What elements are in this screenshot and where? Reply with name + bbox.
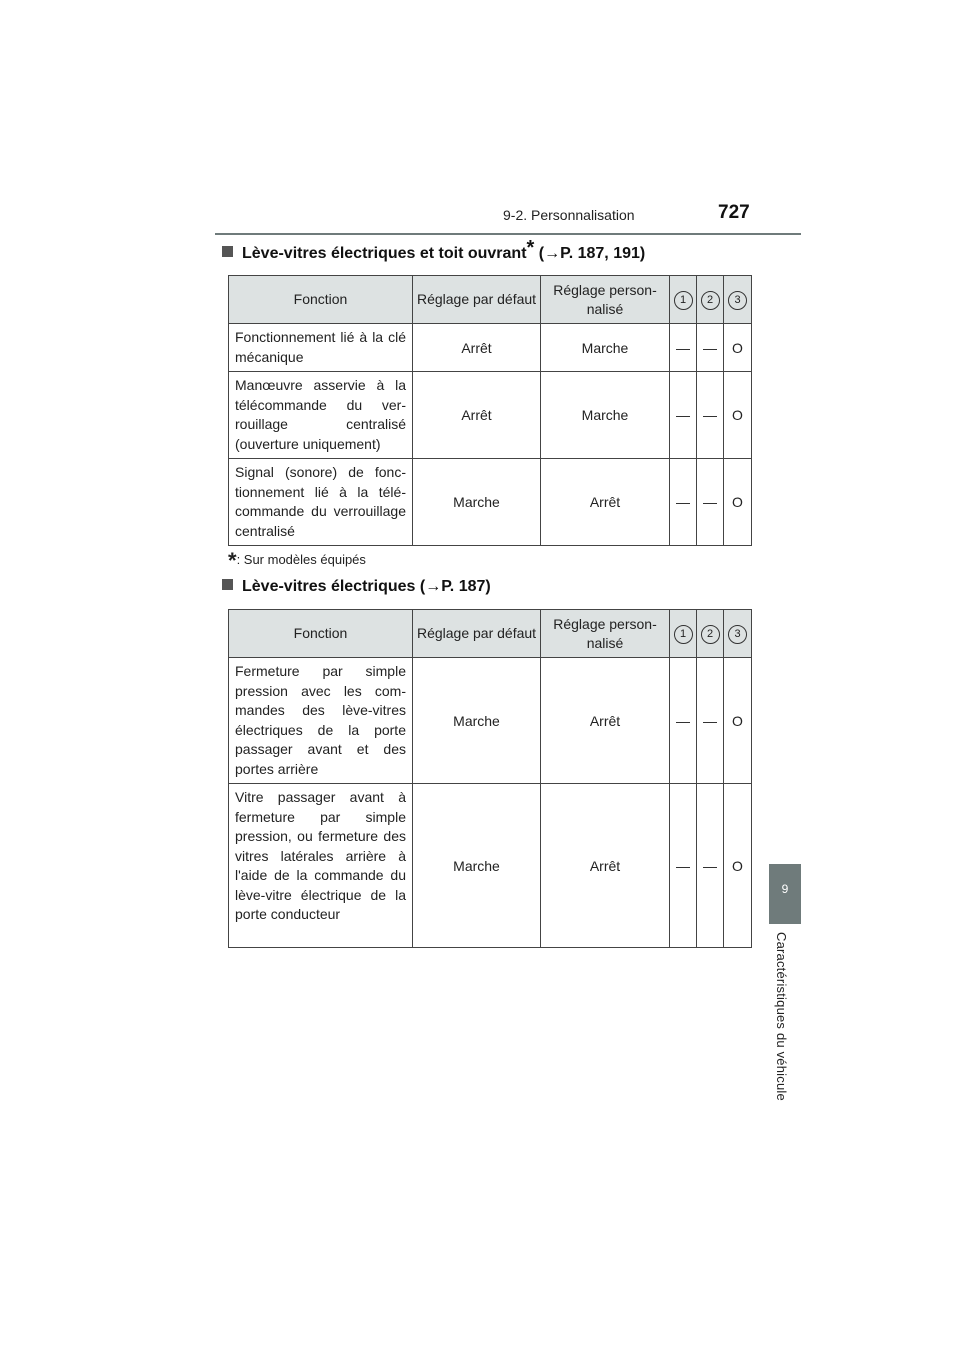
cell-perso: Marche [541,324,670,372]
cell-defaut: Marche [413,459,541,546]
cell-fonction: Vitre passager avant à fermeture par simple pression, ou fermeture des vitres latérales arrière à l'aide de la commande du lève-vitre électrique de la porte conducteur [229,784,413,948]
table-row [229,459,752,546]
cell-c3: O [724,784,752,948]
page-number: 727 [718,202,750,223]
section2-title: Lève-vitres électriques [242,578,416,595]
square-bullet-icon [222,579,233,590]
chapter-title: Caractéristiques du véhicule [774,932,789,1101]
footnote [228,548,366,574]
col-header-1 [670,610,697,658]
table-row [229,324,752,372]
footnote-asterisk: * [228,548,237,573]
circled-3-icon: 3 [728,625,747,644]
section1-heading [222,237,646,263]
cell-c3: O [724,372,752,459]
table-row [229,658,752,784]
table-row [229,372,752,459]
col-header-defaut: Réglage par défaut [413,276,541,324]
cell-perso: Arrêt [541,459,670,546]
cell-fonction: Signal (sonore) de fonc-tionnement lié à la télé-commande du verrouillage centralisé [229,459,413,546]
cell-c2: — [697,372,724,459]
circled-1-icon: 1 [674,291,693,310]
footnote-text: : Sur modèles équipés [236,552,366,567]
col-header-perso: Réglage person-nalisé [541,276,670,324]
cell-defaut: Marche [413,784,541,948]
circled-2-icon: 2 [701,625,720,644]
col-header-fonction: Fonction [229,610,413,658]
cell-perso: Marche [541,372,670,459]
header-divider [215,233,801,235]
section2-heading [222,578,491,596]
cell-defaut: Arrêt [413,324,541,372]
col-header-2 [697,610,724,658]
cell-fonction: Fermeture par simple pression avec les com-mandes des lève-vitres électriques de la porte passager avant et des portes arrière [229,658,413,784]
square-bullet-icon [222,246,233,257]
cell-c1: — [670,784,697,948]
cell-defaut: Marche [413,658,541,784]
cell-c3: O [724,459,752,546]
cell-c1: — [670,459,697,546]
table-row [229,784,752,948]
chapter-tab[interactable] [769,864,801,924]
header-section-title: 9-2. Personnalisation [503,207,635,223]
cell-c1: — [670,658,697,784]
section1-title: Lève-vitres électriques et toit ouvrant [242,245,527,262]
cell-defaut: Arrêt [413,372,541,459]
cell-c3: O [724,658,752,784]
section2-page-ref: (→P. 187) [415,578,491,595]
cell-c2: — [697,784,724,948]
cell-c2: — [697,324,724,372]
col-header-perso: Réglage person-nalisé [541,610,670,658]
cell-perso: Arrêt [541,658,670,784]
col-header-1 [670,276,697,324]
col-header-3 [724,276,752,324]
table-header-row [229,610,752,658]
cell-c3: O [724,324,752,372]
section1-title-asterisk: * [526,237,535,259]
table-header-row [229,276,752,324]
chapter-number: 9 [781,882,789,896]
cell-perso: Arrêt [541,784,670,948]
section2-table [228,609,752,948]
cell-fonction: Manœuvre asservie à la télécommande du ver-rouillage centralisé (ouverture uniquement) [229,372,413,459]
cell-c1: — [670,324,697,372]
cell-c2: — [697,459,724,546]
col-header-defaut: Réglage par défaut [413,610,541,658]
cell-c2: — [697,658,724,784]
section1-page-ref: (→P. 187, 191) [534,245,646,262]
circled-2-icon: 2 [701,291,720,310]
cell-fonction: Fonctionnement lié à la clé mécanique [229,324,413,372]
col-header-3 [724,610,752,658]
col-header-fonction: Fonction [229,276,413,324]
cell-c1: — [670,372,697,459]
circled-1-icon: 1 [674,625,693,644]
section1-table [228,275,752,546]
circled-3-icon: 3 [728,291,747,310]
col-header-2 [697,276,724,324]
